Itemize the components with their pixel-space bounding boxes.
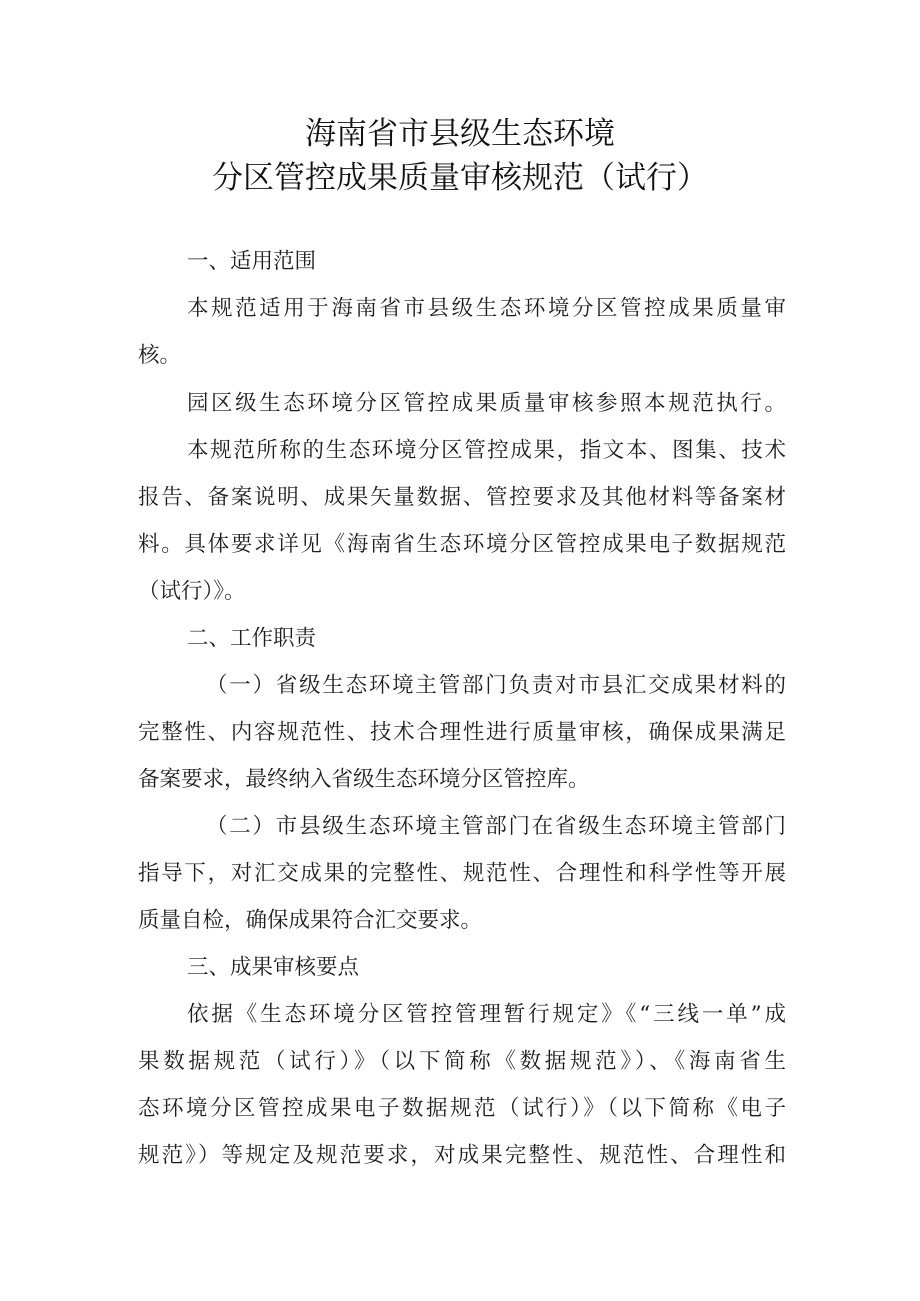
paragraph-line: （二）市县级生态环境主管部门在省级生态环境主管部门 [206, 814, 786, 839]
paragraph-line: 核。 [138, 343, 182, 368]
section-heading-scope: 一、适用范围 [187, 249, 317, 274]
paragraph-line: 态环境分区管控成果电子数据规范（试行）》（以下简称《电子 [138, 1096, 786, 1121]
paragraph-line: 本规范适用于海南省市县级生态环境分区管控成果质量审 [187, 296, 786, 321]
paragraph-line: 果数据规范（试行）》（以下简称《数据规范》）、《海南省生 [138, 1049, 786, 1074]
document-title-line-2: 分区管控成果质量审核规范（试行） [212, 160, 708, 196]
paragraph-line: （一）省级生态环境主管部门负责对市县汇交成果材料的 [206, 673, 786, 698]
paragraph-line: （试行）》。 [138, 579, 246, 604]
paragraph-line: 指导下，对汇交成果的完整性、规范性、合理性和科学性等开展 [138, 861, 786, 886]
paragraph-line: 报告、备案说明、成果矢量数据、管控要求及其他材料等备案材 [138, 485, 786, 510]
paragraph-line: 本规范所称的生态环境分区管控成果，指文本、图集、技术 [187, 438, 786, 463]
paragraph-line: 备案要求，最终纳入省级生态环境分区管控库。 [138, 767, 590, 792]
paragraph-line: 完整性、内容规范性、技术合理性进行质量审核，确保成果满足 [138, 720, 786, 745]
section-heading-duties: 二、工作职责 [187, 626, 317, 651]
paragraph-line: 规范》）等规定及规范要求，对成果完整性、规范性、合理性和 [138, 1143, 786, 1168]
paragraph-line: 料。具体要求详见《海南省生态环境分区管控成果电子数据规范 [138, 532, 786, 557]
paragraph-line: 依据《生态环境分区管控管理暂行规定》《“三线一单”成 [187, 1002, 786, 1027]
paragraph-line: 质量自检，确保成果符合汇交要求。 [138, 908, 483, 933]
document-title-line-1: 海南省市县级生态环境 [305, 116, 615, 152]
paragraph-line: 园区级生态环境分区管控成果质量审核参照本规范执行。 [187, 391, 786, 416]
section-heading-review-points: 三、成果审核要点 [187, 955, 360, 980]
